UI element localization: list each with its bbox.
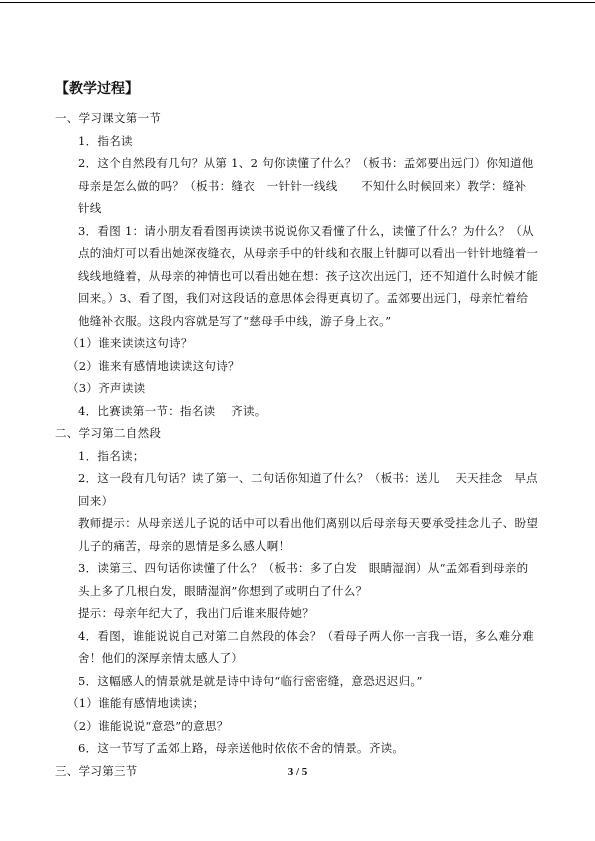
list-item: （1）谁来读读这句诗？: [67, 336, 193, 350]
paragraph: 6．这一节写了孟郊上路，母亲送他时依依不舍的情景。齐读。: [78, 741, 405, 755]
heading-3: 三、学习第三节: [55, 763, 138, 778]
paragraph: 教师提示：从母亲送儿子说的话中可以看出他们离别以后母亲每天要承受挂念儿子、盼望儿子的痛苦，母亲的恩情是多么感人啊！: [78, 516, 539, 553]
heading-2: 二、学习第二自然段: [55, 426, 162, 440]
header-rule: [0, 2, 595, 3]
paragraph: 3．看图 1：请小朋友看看图再读读书说说你又看懂了什么，读懂了什么？为什么？（从点的油灯可以看出她深夜缝衣，从母亲手中的针线和衣服上针脚可以看出一针针地缝着一线线地缝着，从母亲的神情也可以看出她在想：孩子这次出远门，还不知道什么时候才能回来。）3、看了图，我们对这段话的意思体会得更真切了。孟郊要出远门，母亲忙着给他缝补衣服。这段内容就是写了“慈母手中线，游子身上衣。”: [78, 223, 539, 328]
list-item: （1）谁能有感情地读读；: [67, 696, 205, 710]
page-number: 3 / 5: [287, 766, 308, 778]
heading-1: 一、学习课文第一节: [55, 111, 162, 125]
list-item: （3）齐声读读: [67, 381, 146, 395]
paragraph: 3．读第三、四句话你读懂了什么？（板书：多了白发 眼睛湿润）从“孟郊看到母亲的头上多了几根白发，眼睛湿润”你想到了或明白了什么？: [78, 561, 529, 598]
paragraph: 4．看图，谁能说说自己对第二自然段的体会？（看母子两人你一言我一语，多么难分难舍！他们的深厚亲情太感人了）: [78, 628, 535, 665]
list-item: （2）谁能说说“意恐”的意思？: [67, 718, 229, 733]
paragraph: 5．这幅感人的情景就是就是诗中诗句“临行密密缝，意恐迟迟归。”: [78, 673, 423, 688]
document-body: [55, 78, 543, 782]
section-title: 【教学过程】: [55, 81, 139, 97]
paragraph: 1．指名读；: [78, 448, 145, 463]
paragraph: 2．这个自然段有几句？从第 1、2 句你读懂了什么？（板书：孟郊要出远门）你知道他母亲是怎么做的吗？（板书：缝衣 一针针一线线 不知什么时候回来）教学：缝补 针线: [78, 156, 543, 215]
paragraph: 提示：母亲年纪大了，我出门后谁来服侍她？: [78, 606, 314, 620]
paragraph: 4．比赛读第一节：指名读 齐读。: [78, 403, 267, 418]
paragraph: 2．这一段有几句话？读了第一、二句话你知道了什么？（板书：送儿 天天挂念 早点回来）: [78, 471, 538, 508]
list-item: （2）谁来有感情地读读这句诗？: [67, 358, 240, 373]
paragraph: 1．指名读: [78, 133, 133, 148]
